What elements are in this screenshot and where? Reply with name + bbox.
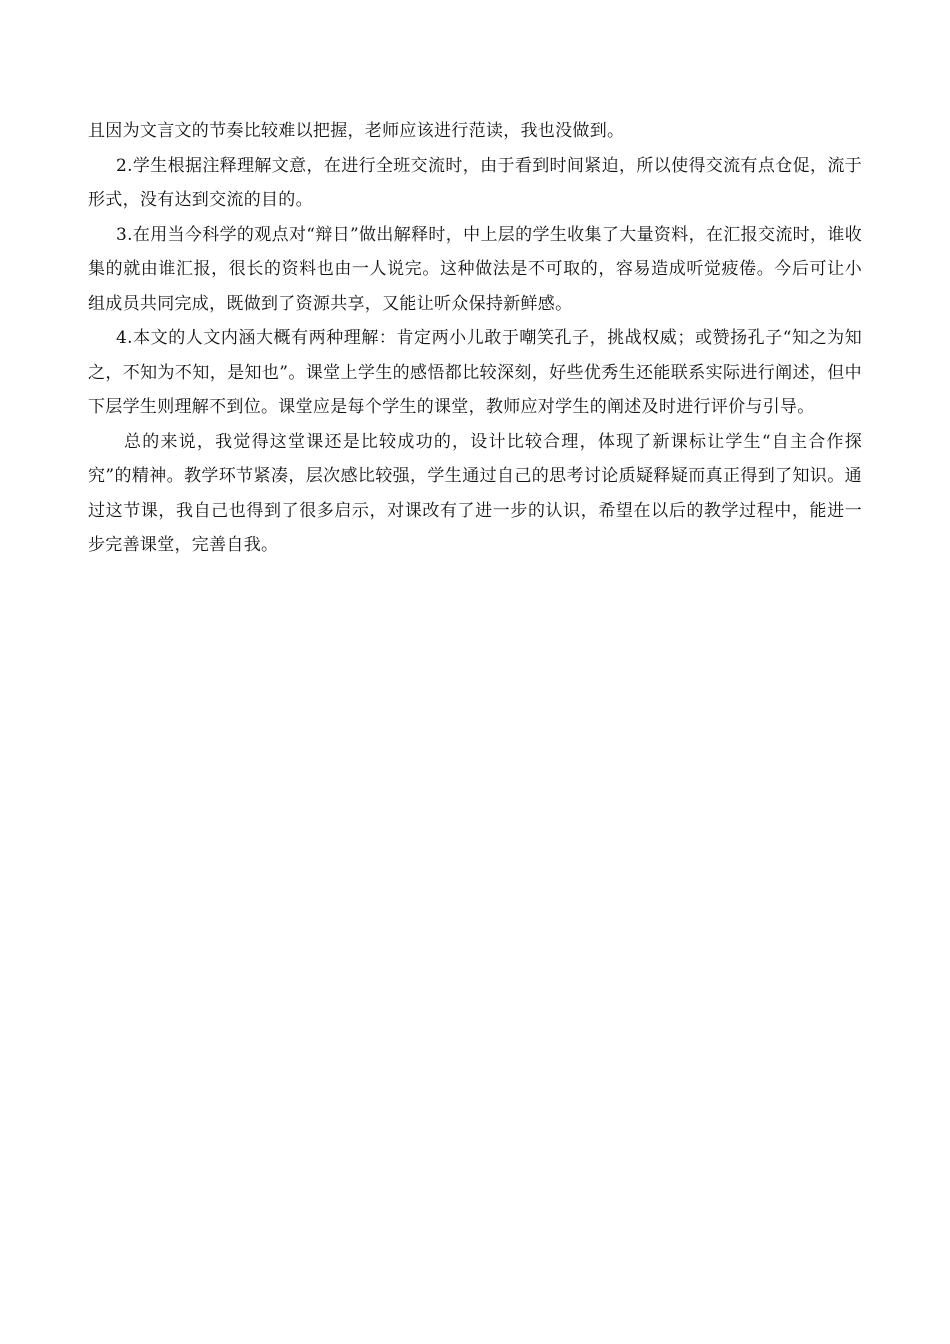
paragraph-continuation: 且因为文言文的节奏比较难以把握，老师应该进行范读，我也没做到。 xyxy=(88,121,625,141)
paragraph-summary: 总的来说，我觉得这堂课还是比较成功的，设计比较合理，体现了新课标让学生“自主合作探究”的精神。教学环节紧凑，层次感比较强，学生通过自己的思考讨论质疑释疑而真正得到了知识。通过这节课，我自己也得到了很多启示，对课改有了进一步的认识，希望在以后的教学过程中，能进一步完善课堂，完善自我。 xyxy=(88,431,862,555)
document-body xyxy=(88,114,862,563)
paragraph-item-3: 3.在用当今科学的观点对“辩日”做出解释时，中上层的学生收集了大量资料，在汇报交流时，谁收集的就由谁汇报，很长的资料也由一人说完。这种做法是不可取的，容易造成听觉疲倦。今后可让小组成员共同完成，既做到了资源共享，又能让听众保持新鲜感。 xyxy=(88,224,862,314)
paragraph-item-4: 4.本文的人文内涵大概有两种理解：肯定两小儿敢于嘲笑孔子，挑战权威；或赞扬孔子“知之为知之，不知为不知，是知也”。课堂上学生的感悟都比较深刻，好些优秀生还能联系实际进行阐述，但中下层学生则理解不到位。课堂应是每个学生的课堂，教师应对学生的阐述及时进行评价与引导。 xyxy=(88,328,862,417)
paragraph-item-2: 2.学生根据注释理解文意，在进行全班交流时，由于看到时间紧迫，所以使得交流有点仓促，流于形式，没有达到交流的目的。 xyxy=(88,155,862,210)
